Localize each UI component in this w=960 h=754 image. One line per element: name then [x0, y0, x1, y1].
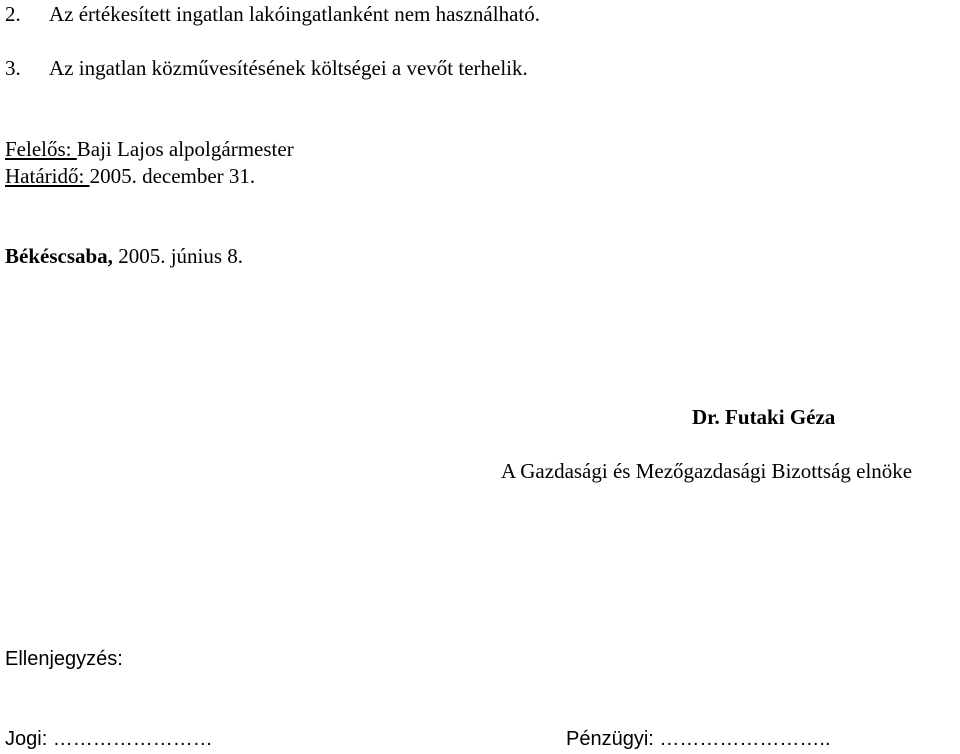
- item-2-number: 2.: [5, 2, 21, 26]
- item-3-text: Az ingatlan közművesítésének költségei a vevőt terhelik.: [49, 56, 528, 80]
- place: Békéscsaba,: [5, 244, 113, 268]
- countersign-heading-text: Ellenjegyzés:: [5, 648, 123, 670]
- responsible-value: Baji Lajos alpolgármester: [76, 137, 294, 161]
- deadline-value: 2005. december 31.: [89, 164, 256, 188]
- responsible-label: Felelős:: [5, 137, 77, 161]
- item-3-number: 3.: [5, 56, 21, 80]
- financial-label: Pénzügyi:: [566, 728, 654, 750]
- deadline-label: Határidő:: [5, 164, 90, 188]
- item-2: [5, 2, 540, 27]
- countersign-heading: [5, 647, 123, 671]
- signature-name: [692, 405, 835, 430]
- signer-name: Dr. Futaki Géza: [692, 405, 836, 429]
- financial-dots: ……………………..: [653, 728, 831, 750]
- legal-countersign: [5, 727, 213, 751]
- item-3: [5, 56, 528, 81]
- signature-title: [501, 459, 912, 484]
- responsible-line: [5, 137, 294, 162]
- signer-title: A Gazdasági és Mezőgazdasági Bizottság elnöke: [501, 459, 913, 483]
- legal-label: Jogi:: [5, 728, 48, 750]
- financial-countersign: [566, 727, 831, 751]
- legal-dots: ……………………: [47, 728, 213, 750]
- deadline-line: [5, 164, 255, 189]
- date: 2005. június 8.: [112, 244, 244, 268]
- item-2-text: Az értékesített ingatlan lakóingatlanként nem használható.: [49, 2, 540, 26]
- place-date-line: [5, 244, 243, 269]
